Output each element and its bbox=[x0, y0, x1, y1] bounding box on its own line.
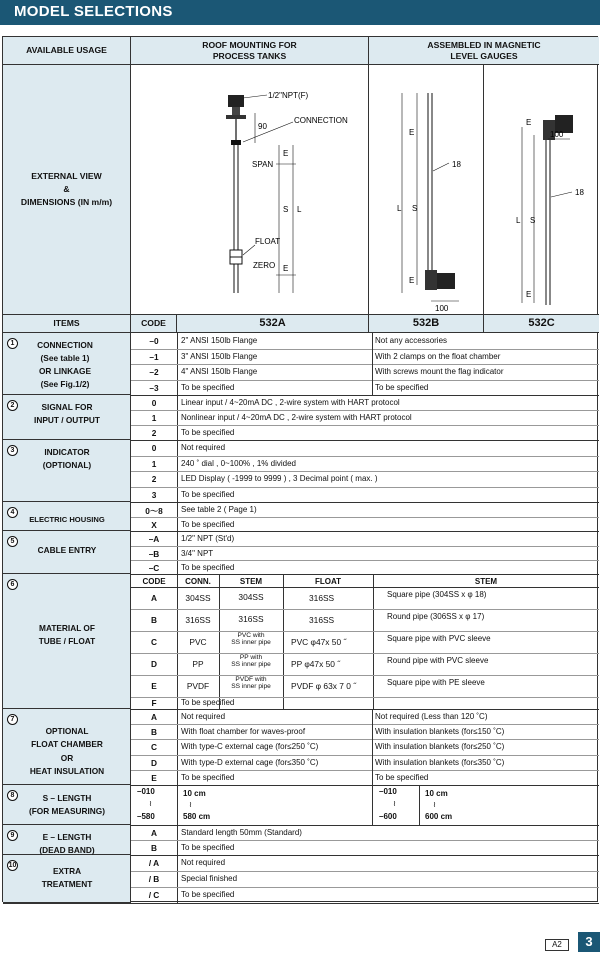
material-col-divider-1 bbox=[283, 574, 284, 709]
section-label-s8: S – LENGTH (FOR MEASURING) bbox=[28, 793, 106, 816]
s6-float-4: PVDF φ 63x 7 0 ˝ bbox=[291, 681, 357, 691]
b-e-bot: E bbox=[409, 276, 415, 285]
section-number-s8: 8 bbox=[7, 790, 18, 801]
material-header-stem2: STEM bbox=[474, 577, 498, 586]
page-ref: A2 bbox=[545, 939, 569, 951]
gauge-drawing-b bbox=[369, 65, 484, 315]
s3-desc-1: 240 ˚ dial , 0~100% , 1% divided bbox=[181, 458, 296, 468]
model-532b bbox=[369, 315, 484, 333]
b-18-leader bbox=[433, 163, 449, 171]
s6-row-line-1 bbox=[131, 631, 599, 632]
code-col-divider-s10 bbox=[177, 855, 178, 903]
s4-desc-0: See table 2 ( Page 1) bbox=[181, 505, 257, 514]
s7-code-4: E bbox=[151, 772, 157, 783]
s1-code-2: –2 bbox=[149, 367, 159, 377]
available-usage-text: AVAILABLE USAGE bbox=[26, 45, 107, 56]
model-532a-text: 532A bbox=[259, 316, 286, 329]
s6-float-0: 316SS bbox=[309, 593, 335, 603]
s10-code-1: / B bbox=[148, 874, 160, 884]
section-label-s5: CABLE ENTRY bbox=[37, 545, 97, 555]
zero-label: ZERO bbox=[253, 261, 276, 270]
s6-row-line-3 bbox=[131, 675, 599, 676]
s6-row-line-2 bbox=[131, 653, 599, 654]
section-label-s10: EXTRA TREATMENT bbox=[41, 866, 93, 889]
s7-ab-divider bbox=[372, 709, 373, 785]
s10-code-2: / C bbox=[148, 890, 160, 900]
dim-90: 90 bbox=[258, 122, 267, 131]
c-18-leader bbox=[551, 192, 572, 197]
s6-code-0: A bbox=[151, 593, 157, 603]
code-col-divider-s5 bbox=[177, 531, 178, 574]
s5-desc-0: 1/2" NPT (St'd) bbox=[181, 534, 235, 543]
s8-b-code-top: –010 bbox=[379, 787, 397, 796]
section-label-s6: MATERIAL OF TUBE / FLOAT bbox=[38, 623, 96, 646]
s2-row-line-1 bbox=[131, 410, 599, 411]
section-number-s5: 5 bbox=[7, 536, 18, 547]
material-header-stem: STEM bbox=[239, 577, 263, 586]
c-18: 18 bbox=[575, 188, 584, 197]
roof-mounting-header bbox=[131, 37, 369, 65]
s6-code-2: C bbox=[151, 637, 157, 647]
s1-ab-divider bbox=[372, 333, 373, 395]
s6-float-1: 316SS bbox=[309, 615, 335, 625]
s8-divider-1 bbox=[372, 785, 373, 825]
s3-code-0: 0 bbox=[151, 443, 157, 453]
s6-stem-1: 316SS bbox=[238, 614, 264, 624]
s5-desc-1: 3/4" NPT bbox=[181, 548, 214, 558]
s7-row-line-2 bbox=[131, 739, 599, 740]
s6-conn-1: 316SS bbox=[185, 615, 211, 625]
s8-code-top: –010 bbox=[137, 787, 155, 796]
drawing-connection bbox=[231, 140, 241, 145]
s2-desc-1: Nonlinear input / 4~20mA DC , 2-wire system with HART protocol bbox=[181, 413, 412, 422]
npt-leader bbox=[243, 95, 267, 98]
s10-desc-0: Not required bbox=[181, 858, 226, 867]
drawing-neck bbox=[232, 107, 240, 115]
s9-desc-1: To be specified bbox=[181, 843, 235, 852]
s6-conn-3: PP bbox=[192, 659, 204, 669]
dim-s: S bbox=[283, 205, 289, 214]
code-text: CODE bbox=[141, 318, 166, 329]
s7-code-1: B bbox=[151, 727, 157, 738]
model-532c-text: 532C bbox=[528, 316, 555, 329]
dim-e-bot: E bbox=[283, 264, 289, 273]
s7-code-0: A bbox=[151, 712, 157, 722]
available-usage-header bbox=[3, 37, 131, 65]
s8-code-bot: –580 bbox=[137, 812, 155, 821]
s1-row-line-1 bbox=[131, 349, 599, 350]
dim-e-top: E bbox=[283, 149, 289, 158]
s3-desc-3: To be specified bbox=[181, 489, 235, 499]
s1-532bc-2: With screws mount the flag indicator bbox=[375, 367, 504, 376]
s8-b-code-bot: –600 bbox=[379, 812, 397, 821]
connection-leader bbox=[243, 122, 293, 142]
section-number-s2: 2 bbox=[7, 400, 18, 411]
s2-code-0: 0 bbox=[151, 398, 157, 408]
s4-code-1: X bbox=[151, 519, 157, 530]
s2-desc-2: To be specified bbox=[181, 428, 235, 437]
s10-row-line-1 bbox=[131, 871, 599, 872]
s3-row-line-1 bbox=[131, 456, 599, 457]
npt-label: 1/2"NPT(F) bbox=[268, 91, 309, 100]
drawing-532b bbox=[369, 65, 484, 315]
s7-code-2: C bbox=[151, 742, 157, 753]
section-label-s7: OPTIONAL FLOAT CHAMBER OR HEAT INSULATION bbox=[29, 726, 105, 776]
s8-b-bot: 600 cm bbox=[425, 812, 453, 821]
s1-code-0: –0 bbox=[149, 336, 159, 346]
s1-532bc-1: With 2 clamps on the float chamber bbox=[375, 351, 501, 361]
s7-532bc-4: To be specified bbox=[375, 772, 429, 782]
s7-code-3: D bbox=[151, 757, 157, 768]
s7-532a-3: With type-D external cage (for≤350 ˚C) bbox=[181, 757, 319, 767]
s1-532a-3: To be specified bbox=[181, 382, 235, 392]
c-100: 100 bbox=[550, 130, 564, 139]
s2-code-1: 1 bbox=[151, 413, 157, 423]
material-col-divider-2 bbox=[373, 574, 374, 709]
span-label: SPAN bbox=[252, 160, 274, 169]
section-label-s3: INDICATOR (OPTIONAL) bbox=[42, 447, 92, 470]
s7-row-line-1 bbox=[131, 724, 599, 725]
section-label-s4: ELECTRIC HOUSING bbox=[29, 515, 105, 524]
s8-b-tilde: ≀ bbox=[433, 800, 436, 809]
assembled-header bbox=[369, 37, 599, 65]
material-header-float: FLOAT bbox=[314, 577, 342, 586]
c-e-top: E bbox=[526, 118, 532, 127]
s3-row-line-2 bbox=[131, 471, 599, 472]
roof-mount-drawing bbox=[131, 65, 369, 315]
s1-row-line-2 bbox=[131, 364, 599, 365]
s7-532bc-3: With insulation blankets (for≤350 ˚C) bbox=[375, 757, 505, 767]
s6-f-desc: To be specified bbox=[181, 698, 235, 707]
section-label-s9: E – LENGTH (DEAD BAND) bbox=[39, 832, 95, 855]
s1-532a-2: 4" ANSI 150lb Flange bbox=[181, 367, 258, 376]
s6-stem-2: PVC with SS inner pipe bbox=[231, 632, 271, 647]
s4-row-line-1 bbox=[131, 517, 599, 518]
s6-row-line-0 bbox=[131, 609, 599, 610]
code-col-divider-s7 bbox=[177, 709, 178, 785]
s4-code-0: 0～8 bbox=[145, 506, 163, 516]
code-col-divider-s8 bbox=[177, 785, 178, 825]
s3-code-1: 1 bbox=[151, 458, 157, 469]
s10-code-0: / A bbox=[148, 858, 160, 868]
roof-mounting-text: ROOF MOUNTING FOR PROCESS TANKS bbox=[202, 39, 297, 61]
s3-desc-0: Not required bbox=[181, 443, 226, 452]
s6-stem2-1: Round pipe (306SS x φ 17) bbox=[387, 612, 485, 621]
material-header-line bbox=[131, 587, 599, 588]
s8-a-tilde: ≀ bbox=[189, 800, 192, 809]
s9-code-1: B bbox=[151, 843, 157, 853]
s5-row-line-1 bbox=[131, 546, 599, 547]
section-label-s1: CONNECTION (See table 1) OR LINKAGE (See Fig.1/2) bbox=[37, 340, 93, 389]
s7-row-line-4 bbox=[131, 770, 599, 771]
s2-desc-0: Linear input / 4~20mA DC , 2-wire system with HART protocol bbox=[181, 398, 400, 407]
drawing-532a bbox=[131, 65, 369, 315]
s5-code-2: –C bbox=[148, 563, 160, 573]
b-18: 18 bbox=[452, 160, 461, 169]
s1-row-line-3 bbox=[131, 380, 599, 381]
material-header-code: CODE bbox=[142, 577, 166, 586]
s6-stem2-0: Square pipe (304SS x φ 18) bbox=[387, 590, 487, 599]
section-number-s10: 10 bbox=[8, 862, 17, 869]
gauge-drawing-c bbox=[484, 65, 599, 315]
model-532a bbox=[177, 315, 369, 333]
material-header-conn: CONN. bbox=[185, 577, 211, 586]
s9-row-line-1 bbox=[131, 840, 599, 841]
s3-code-3: 3 bbox=[151, 489, 157, 500]
s6-stem-4: PVDF with SS inner pipe bbox=[231, 676, 271, 691]
s1-code-3: –3 bbox=[149, 382, 159, 393]
model-selection-table bbox=[2, 36, 598, 902]
s6-conn-0: 304SS bbox=[185, 593, 211, 603]
code-header bbox=[131, 315, 177, 333]
s5-desc-2: To be specified bbox=[181, 563, 235, 572]
housing-b-base bbox=[425, 270, 437, 290]
c-l: L bbox=[516, 216, 521, 225]
s7-532a-1: With float chamber for waves-proof bbox=[181, 727, 306, 737]
s9-desc-0: Standard length 50mm (Standard) bbox=[181, 828, 302, 837]
s6-stem2-2: Square pipe with PVC sleeve bbox=[387, 634, 491, 643]
b-l: L bbox=[397, 204, 402, 213]
section-number-s1: 1 bbox=[7, 338, 18, 349]
s8-a-bot: 580 cm bbox=[183, 812, 211, 821]
s5-row-line-2 bbox=[131, 560, 599, 561]
s8-divider-2 bbox=[419, 785, 420, 825]
s8-code-tilde: ≀ bbox=[149, 799, 152, 808]
model-532c bbox=[484, 315, 599, 333]
s1-532bc-3: To be specified bbox=[375, 382, 429, 392]
s6-code-4: E bbox=[151, 681, 157, 691]
drawing-flange bbox=[226, 115, 246, 119]
s10-desc-2: To be specified bbox=[181, 890, 235, 899]
s6-stem-0: 304SS bbox=[238, 592, 264, 602]
b-e-top: E bbox=[409, 128, 415, 137]
s6-float-2: PVC φ47x 50 ˝ bbox=[291, 637, 347, 647]
s7-532a-2: With type-C external cage (for≤250 ˚C) bbox=[181, 742, 319, 752]
float-leader bbox=[243, 245, 255, 255]
drawing-head bbox=[228, 95, 244, 107]
section-number-s3: 3 bbox=[7, 445, 18, 456]
s7-532bc-0: Not required (Less than 120 ˚C) bbox=[375, 712, 488, 721]
assembled-text: ASSEMBLED IN MAGNETIC LEVEL GAUGES bbox=[427, 39, 541, 61]
s1-532a-0: 2" ANSI 150lb Flange bbox=[181, 336, 258, 345]
connection-label: CONNECTION bbox=[294, 116, 348, 125]
section-number-s4: 4 bbox=[7, 507, 18, 518]
s4-desc-1: To be specified bbox=[181, 519, 235, 529]
s1-code-1: –1 bbox=[149, 351, 159, 362]
s6-conn-4: PVDF bbox=[186, 681, 210, 691]
s2-code-2: 2 bbox=[151, 428, 157, 438]
model-532b-text: 532B bbox=[412, 316, 440, 329]
s6-code-1: B bbox=[151, 615, 157, 625]
section-divider-s10 bbox=[3, 903, 599, 904]
b-100: 100 bbox=[435, 304, 449, 313]
section-number-s9: 9 bbox=[7, 830, 18, 841]
dim-l: L bbox=[297, 205, 302, 214]
s9-code-0: A bbox=[151, 828, 157, 838]
external-view-text: EXTERNAL VIEW & DIMENSIONS (IN m/m) bbox=[20, 170, 113, 208]
s7-532a-0: Not required bbox=[181, 712, 226, 721]
s6-stem2-4: Square pipe with PE sleeve bbox=[387, 678, 485, 687]
s6-code-3: D bbox=[151, 659, 157, 669]
s10-row-line-2 bbox=[131, 887, 599, 888]
section-number-s6: 6 bbox=[7, 579, 18, 590]
section-label-s2: SIGNAL FOR INPUT / OUTPUT bbox=[34, 402, 100, 425]
housing-b bbox=[437, 273, 455, 289]
s5-code-1: –B bbox=[148, 548, 160, 559]
s7-532bc-1: With insulation blankets (for≤150 ˚C) bbox=[375, 727, 505, 737]
s7-row-line-3 bbox=[131, 755, 599, 756]
s1-532bc-0: Not any accessories bbox=[375, 336, 448, 345]
external-view-label bbox=[3, 65, 131, 315]
s6-stem-3: PP with SS inner pipe bbox=[231, 654, 271, 669]
s8-b-top: 10 cm bbox=[425, 789, 448, 798]
s2-row-line-2 bbox=[131, 425, 599, 426]
s3-row-line-3 bbox=[131, 487, 599, 488]
section-number-s7: 7 bbox=[7, 714, 18, 725]
s1-532a-1: 3" ANSI 150lb Flange bbox=[181, 351, 258, 361]
items-text: ITEMS bbox=[53, 318, 80, 329]
s8-a-top: 10 cm bbox=[183, 789, 206, 798]
page-header bbox=[0, 0, 600, 25]
page-number: 3 bbox=[578, 932, 600, 952]
s6-code-5: F bbox=[151, 698, 157, 708]
s3-desc-2: LED Display ( -1999 to 9999 ) , 3 Decimal point ( max. ) bbox=[181, 474, 378, 483]
c-e-bot: E bbox=[526, 290, 532, 299]
page-title: MODEL SELECTIONS bbox=[14, 3, 173, 20]
drawing-532c bbox=[484, 65, 599, 315]
s7-532bc-2: With insulation blankets (for≤250 ˚C) bbox=[375, 742, 505, 752]
s8-b-code-tilde: ≀ bbox=[393, 799, 396, 808]
s7-532a-4: To be specified bbox=[181, 772, 235, 782]
s6-conn-2: PVC bbox=[189, 637, 207, 647]
b-s: S bbox=[412, 204, 418, 213]
items-header bbox=[3, 315, 131, 333]
s6-float-3: PP φ47x 50 ˝ bbox=[291, 659, 341, 669]
s6-stem2-3: Round pipe with PVC sleeve bbox=[387, 656, 489, 665]
s10-desc-1: Special finished bbox=[181, 874, 238, 883]
code-col-divider-s2 bbox=[177, 395, 178, 440]
s5-code-0: –A bbox=[148, 534, 160, 544]
float-label: FLOAT bbox=[255, 237, 281, 246]
c-s: S bbox=[530, 216, 536, 225]
s3-code-2: 2 bbox=[151, 474, 157, 484]
